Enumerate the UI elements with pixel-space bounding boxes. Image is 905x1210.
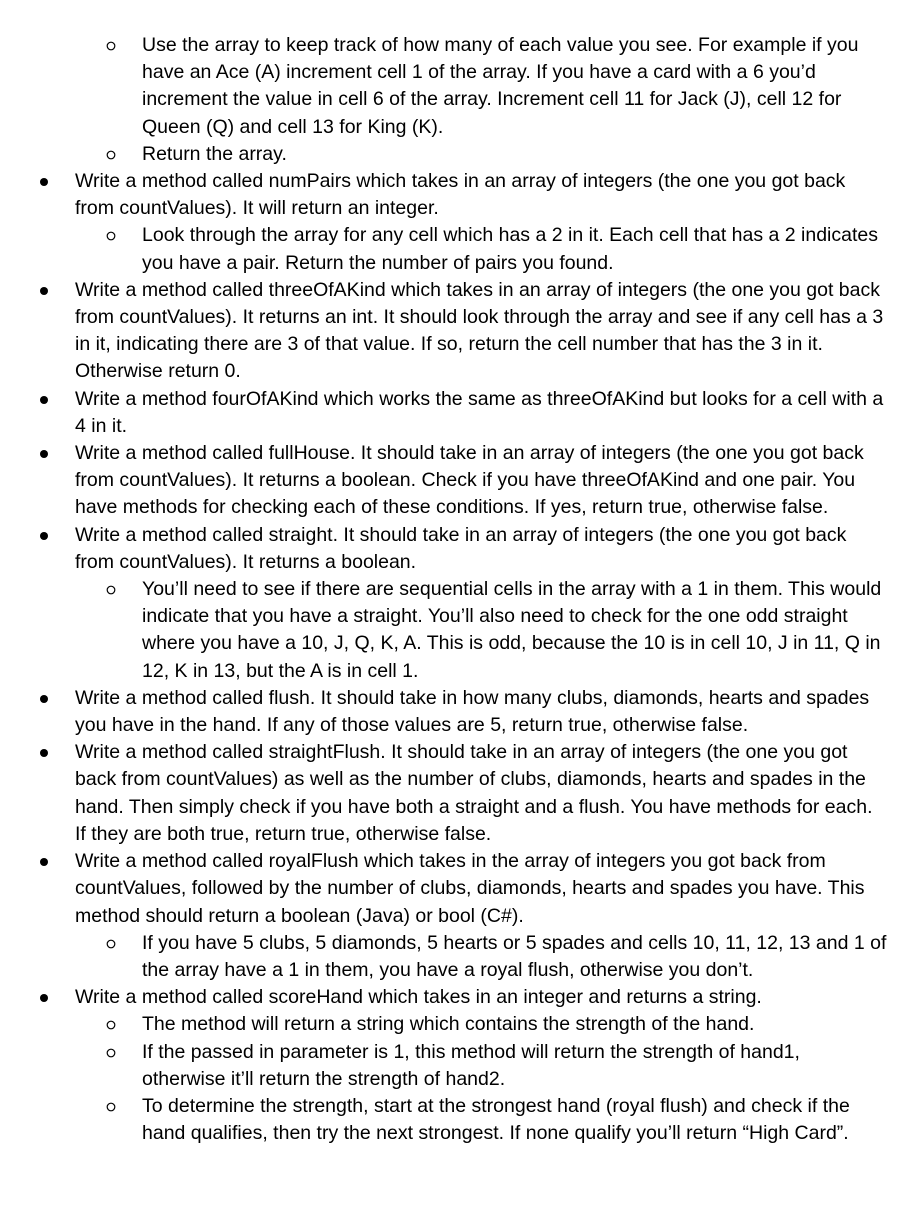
list-item-text: You’ll need to see if there are sequential cells in the array with a 1 in them. This would indicate that you have a straight. You’ll also need to check for the one odd straight where you have a 10, J, Q, K, A. This is odd, because the 10 is in cell 10, J in 11, Q in 12, K in 13, but the A is in cell 1. (142, 578, 882, 682)
list-item-text: If the passed in parameter is 1, this method will return the strength of hand1, otherwise it’ll return the strength of hand2. (142, 1040, 800, 1090)
list-item (0, 386, 885, 440)
list-item-text: Write a method called threeOfAKind which takes in an array of integers (the one you got back from countValues). It returns an int. It should look through the array and see if any cell has a 3 in it, indicating there are 3 of that value. If so, return the cell number that has the 3 in it. Otherwise return 0. (75, 278, 884, 383)
list-item (0, 222, 887, 276)
list-item (0, 739, 885, 848)
list-item (0, 685, 885, 739)
document-body (0, 32, 905, 1147)
list-item (0, 440, 885, 522)
filled-circle-bullet-icon (39, 685, 49, 704)
list-item (0, 984, 885, 1011)
list-item (0, 1039, 887, 1093)
list-item-text: Use the array to keep track of how many of each value you see. For example if you have an Ace (A) increment cell 1 of the array. If you have a card with a 6 you’d increment the value in cell 6 of the array. Increment cell 11 for Jack (J), cell 12 for Queen (Q) and cell 13 for King (K). (142, 34, 859, 138)
list-item-text: Write a method fourOfAKind which works the same as threeOfAKind but looks for a cell with a 4 in it. (75, 387, 884, 437)
list-item-text: The method will return a string which contains the strength of the hand. (142, 1013, 755, 1036)
list-item-text: Return the array. (142, 142, 287, 165)
list-item (0, 848, 885, 930)
list-item-text: If you have 5 clubs, 5 diamonds, 5 hearts or 5 spades and cells 10, 11, 12, 13 and 1 of the array have a 1 in them, you have a royal flush, otherwise you don’t. (142, 931, 887, 981)
filled-circle-bullet-icon (39, 440, 49, 459)
list-item (0, 141, 887, 168)
filled-circle-bullet-icon (39, 168, 49, 187)
filled-circle-bullet-icon (39, 984, 49, 1003)
hollow-circle-bullet-icon (106, 222, 116, 241)
hollow-circle-bullet-icon (106, 1093, 116, 1112)
list-item (0, 930, 887, 984)
list-item (0, 1011, 887, 1038)
filled-circle-bullet-icon (39, 386, 49, 405)
filled-circle-bullet-icon (39, 848, 49, 867)
list-item-text: Write a method called straightFlush. It should take in an array of integers (the one you got back from countValues) as well as the number of clubs, diamonds, hearts and spades in the hand. Then simply check if you have both a straight and a flush. You have methods for each. If they are both true, return true, otherwise false. (75, 741, 873, 845)
list-item (0, 576, 887, 685)
list-item (0, 1093, 887, 1147)
list-item (0, 277, 885, 386)
list-item (0, 168, 885, 222)
hollow-circle-bullet-icon (106, 1011, 116, 1030)
list-item (0, 32, 887, 141)
hollow-circle-bullet-icon (106, 1039, 116, 1058)
list-item-text: To determine the strength, start at the strongest hand (royal flush) and check if the hand qualifies, then try the next strongest. If none qualify you’ll return “High Card”. (142, 1094, 850, 1145)
list-item-text: Look through the array for any cell which has a 2 in it. Each cell that has a 2 indicates you have a pair. Return the number of pairs you found. (142, 224, 879, 274)
list-item-text: Write a method called fullHouse. It should take in an array of integers (the one you got back from countValues). It returns a boolean. Check if you have threeOfAKind and one pair. You have methods for checking each of these conditions. If yes, return true, otherwise false. (75, 442, 864, 519)
hollow-circle-bullet-icon (106, 930, 116, 949)
list-item-text: Write a method called royalFlush which takes in the array of integers you got back from countValues, followed by the number of clubs, diamonds, hearts and spades you have. This method should return a boolean (Java) or bool (C#). (75, 850, 865, 927)
list-item-text: Write a method called scoreHand which takes in an integer and returns a string. (75, 986, 762, 1009)
list-item-text: Write a method called straight. It should take in an array of integers (the one you got back from countValues). It returns a boolean. (75, 523, 847, 573)
filled-circle-bullet-icon (39, 277, 49, 296)
filled-circle-bullet-icon (39, 522, 49, 541)
filled-circle-bullet-icon (39, 739, 49, 758)
list-item-text: Write a method called numPairs which takes in an array of integers (the one you got back from countValues). It will return an integer. (75, 170, 846, 220)
hollow-circle-bullet-icon (106, 576, 116, 595)
list-item (0, 522, 885, 576)
list-item-text: Write a method called flush. It should take in how many clubs, diamonds, hearts and spades you have in the hand. If any of those values are 5, return true, otherwise false. (75, 686, 870, 737)
hollow-circle-bullet-icon (106, 141, 116, 160)
hollow-circle-bullet-icon (106, 32, 116, 51)
